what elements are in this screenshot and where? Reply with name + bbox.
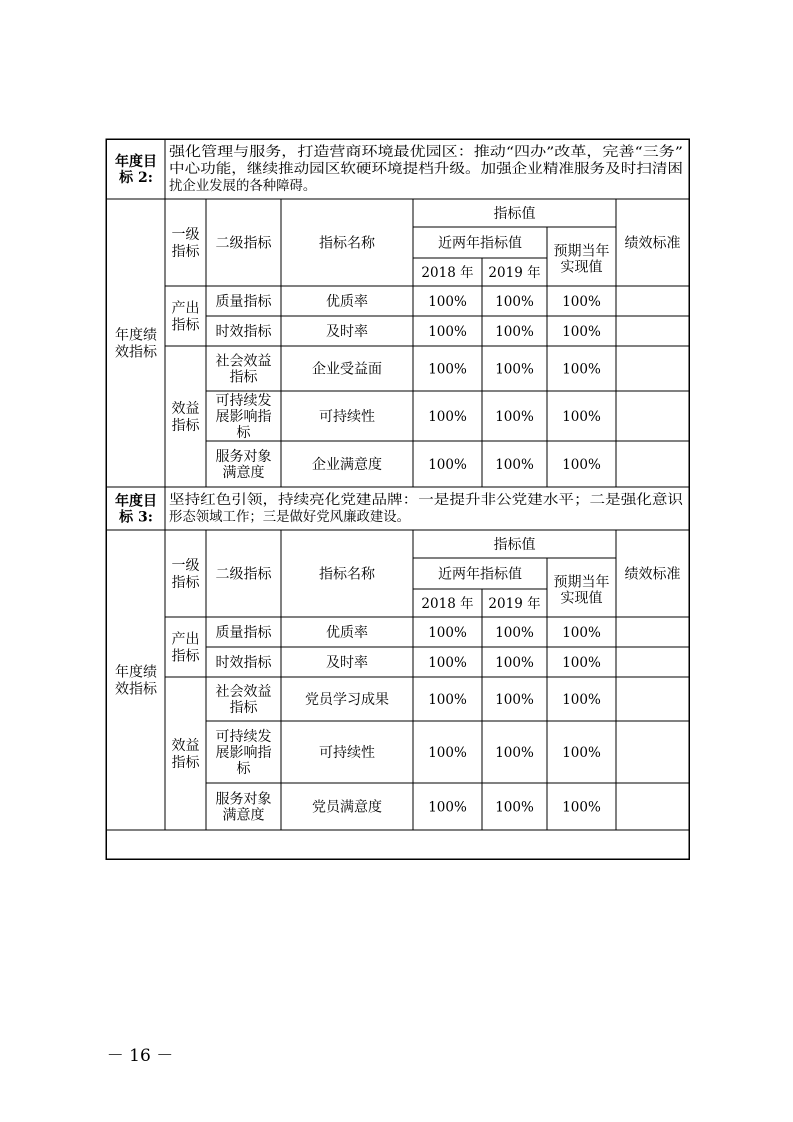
level2-indicator: 满意度 xyxy=(222,807,265,824)
value-2018: 100% xyxy=(428,799,467,816)
value-2019: 100% xyxy=(495,691,534,708)
header-level1: 一级 xyxy=(171,558,200,575)
indicator-name: 及时率 xyxy=(326,655,368,672)
level1-indicator: 产出 xyxy=(171,300,200,317)
goal-text: 扰企业发展的各种障碍。 xyxy=(169,179,317,194)
level2-indicator: 社会效益 xyxy=(215,684,272,701)
goal-text: 强化管理与服务，打造营商环境最优园区：推动“四办”改革，完善“三务” xyxy=(169,145,599,160)
header-level1: 指标 xyxy=(171,244,200,261)
level1-indicator: 产出 xyxy=(171,631,200,648)
header-performance-standard: 绩效标准 xyxy=(624,566,681,583)
header-level1: 指标 xyxy=(171,575,200,592)
value-expected: 100% xyxy=(562,654,601,671)
value-2018: 100% xyxy=(428,293,467,310)
header-expected-value: 实现值 xyxy=(560,259,603,276)
value-2019: 100% xyxy=(495,293,534,310)
row-label: 效指标 xyxy=(115,344,157,361)
goal-label: 标 3: xyxy=(119,509,153,526)
header-year-2019: 2019 年 xyxy=(488,264,541,281)
goal-text: 坚持红色引领，持续亮化党建品牌：一是提升非公党建水平；二是强化意识 xyxy=(169,493,611,508)
value-2019: 100% xyxy=(495,654,534,671)
level2-indicator: 指标 xyxy=(229,369,258,386)
indicator-name: 优质率 xyxy=(326,625,368,642)
header-year-2018: 2018 年 xyxy=(421,264,474,281)
level2-indicator: 服务对象 xyxy=(215,791,272,808)
row-label: 年度绩 xyxy=(115,327,157,344)
indicator-name: 优质率 xyxy=(326,294,368,311)
header-year-2018: 2018 年 xyxy=(421,595,474,612)
header-performance-standard: 绩效标准 xyxy=(624,235,681,252)
level2-indicator: 社会效益 xyxy=(215,353,272,370)
value-2018: 100% xyxy=(428,456,467,473)
goal-label: 年度目 xyxy=(115,154,157,171)
value-expected: 100% xyxy=(562,799,601,816)
level2-indicator: 标 xyxy=(236,425,251,442)
indicator-name: 党员满意度 xyxy=(312,799,382,816)
level1-indicator: 指标 xyxy=(171,648,200,665)
value-2018: 100% xyxy=(428,408,467,425)
header-expected-value: 预期当年 xyxy=(553,574,610,591)
level1-indicator: 指标 xyxy=(171,755,200,772)
header-year-2019: 2019 年 xyxy=(488,595,541,612)
level2-indicator: 时效指标 xyxy=(215,655,272,672)
header-indicator-name: 指标名称 xyxy=(319,235,375,252)
value-2019: 100% xyxy=(495,799,534,816)
goal-label: 标 2: xyxy=(119,170,153,187)
value-2019: 100% xyxy=(495,361,534,378)
header-indicator-value: 指标值 xyxy=(493,206,536,223)
value-2018: 100% xyxy=(428,744,467,761)
level1-indicator: 效益 xyxy=(171,738,200,755)
level2-indicator: 指标 xyxy=(229,700,258,717)
header-recent-two-years: 近两年指标值 xyxy=(438,566,522,583)
level2-indicator: 展影响指 xyxy=(215,409,272,426)
value-2018: 100% xyxy=(428,323,467,340)
level1-indicator: 指标 xyxy=(171,418,200,435)
header-indicator-value: 指标值 xyxy=(493,537,536,554)
value-2019: 100% xyxy=(495,456,534,473)
indicator-name: 及时率 xyxy=(326,324,368,341)
level2-indicator: 可持续发 xyxy=(215,393,272,410)
value-2018: 100% xyxy=(428,624,467,641)
indicator-name: 企业满意度 xyxy=(312,457,382,474)
indicator-name: 可持续性 xyxy=(319,409,375,426)
indicator-name: 可持续性 xyxy=(319,745,375,762)
header-level1: 一级 xyxy=(171,227,200,244)
row-label: 年度绩 xyxy=(115,664,157,681)
value-expected: 100% xyxy=(562,744,601,761)
level2-indicator: 展影响指 xyxy=(215,745,272,762)
level1-indicator: 指标 xyxy=(171,317,200,334)
indicator-name: 企业受益面 xyxy=(312,361,382,378)
value-expected: 100% xyxy=(562,293,601,310)
level2-indicator: 时效指标 xyxy=(215,324,272,341)
page-number: － 16 － xyxy=(106,1046,174,1066)
level2-indicator: 质量指标 xyxy=(215,625,272,642)
value-expected: 100% xyxy=(562,408,601,425)
level2-indicator: 可持续发 xyxy=(215,729,272,746)
value-2019: 100% xyxy=(495,408,534,425)
value-2018: 100% xyxy=(428,361,467,378)
header-indicator-name: 指标名称 xyxy=(319,566,375,583)
value-2018: 100% xyxy=(428,654,467,671)
header-level2: 二级指标 xyxy=(215,566,272,583)
row-label: 效指标 xyxy=(115,681,157,698)
value-2019: 100% xyxy=(495,624,534,641)
value-expected: 100% xyxy=(562,456,601,473)
indicator-name: 党员学习成果 xyxy=(305,692,389,709)
goal-text: 中心功能，继续推动园区软硬环境提档升级。加强企业精准服务及时扫清困 xyxy=(169,162,611,177)
value-expected: 100% xyxy=(562,361,601,378)
level2-indicator: 质量指标 xyxy=(215,294,272,311)
header-expected-value: 预期当年 xyxy=(553,243,610,260)
header-level2: 二级指标 xyxy=(215,235,272,252)
level1-indicator: 效益 xyxy=(171,401,200,418)
value-expected: 100% xyxy=(562,691,601,708)
level2-indicator: 服务对象 xyxy=(215,449,272,466)
header-expected-value: 实现值 xyxy=(560,590,603,607)
value-2018: 100% xyxy=(428,691,467,708)
value-expected: 100% xyxy=(562,323,601,340)
value-2019: 100% xyxy=(495,323,534,340)
value-2019: 100% xyxy=(495,744,534,761)
level2-indicator: 标 xyxy=(236,761,251,778)
goal-text: 形态领域工作；三是做好党风廉政建设。 xyxy=(169,510,411,525)
value-expected: 100% xyxy=(562,624,601,641)
header-recent-two-years: 近两年指标值 xyxy=(438,235,522,252)
goal-label: 年度目 xyxy=(115,493,157,510)
level2-indicator: 满意度 xyxy=(222,465,265,482)
